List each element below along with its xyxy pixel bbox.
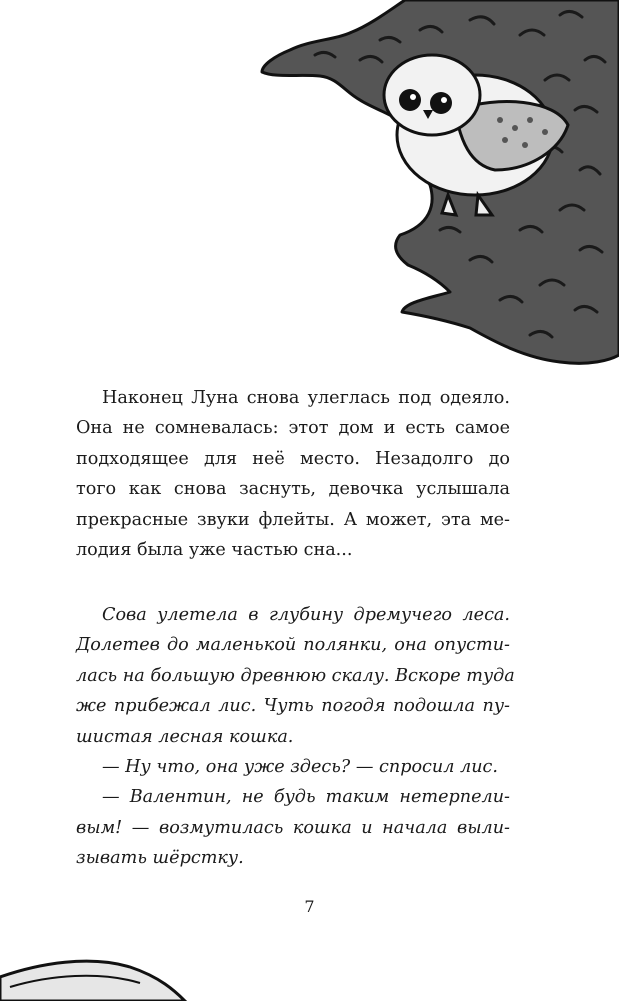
paragraph-2 [76, 600, 515, 874]
text-line: же прибежал лис. Чуть погодя подошла пу- [76, 696, 510, 717]
paragraph-1 [76, 383, 510, 565]
text-line: того как снова заснуть, девочка услышала [76, 479, 510, 500]
dialogue-line: зывать шёрстку. [76, 848, 244, 869]
corner-sketch [0, 945, 619, 1001]
text-line: прекрасные звуки флейты. А может, эта ме- [76, 509, 510, 530]
text-line: Наконец Луна снова улеглась под одеяло. [102, 388, 510, 408]
text-line: Сова улетела в глубину дремучего леса. [102, 605, 510, 625]
owl-wing-icon [0, 0, 619, 370]
corner-sketch-icon [0, 945, 619, 1001]
text-line: лодия была уже частью сна... [76, 540, 353, 561]
text-line: подходящее для неё место. Незадолго до [76, 448, 510, 469]
owl-illustration [0, 0, 619, 370]
text-line: Она не сомневалась: этот дом и есть самое [76, 418, 510, 439]
text-line: Долетев до маленькой полянки, она опусти- [76, 635, 510, 656]
text-line: шистая лесная кошка. [76, 726, 294, 747]
text-line: лась на большую древнюю скалу. Вскоре туда [76, 665, 515, 686]
dialogue-line: вым! — возмутилась кошка и начала выли- [76, 817, 510, 838]
dialogue-line: — Валентин, не будь таким нетерпели- [102, 787, 510, 808]
dialogue-line: — Ну что, она уже здесь? — спросил лис. [102, 757, 499, 778]
page-number: 7 [304, 897, 315, 916]
